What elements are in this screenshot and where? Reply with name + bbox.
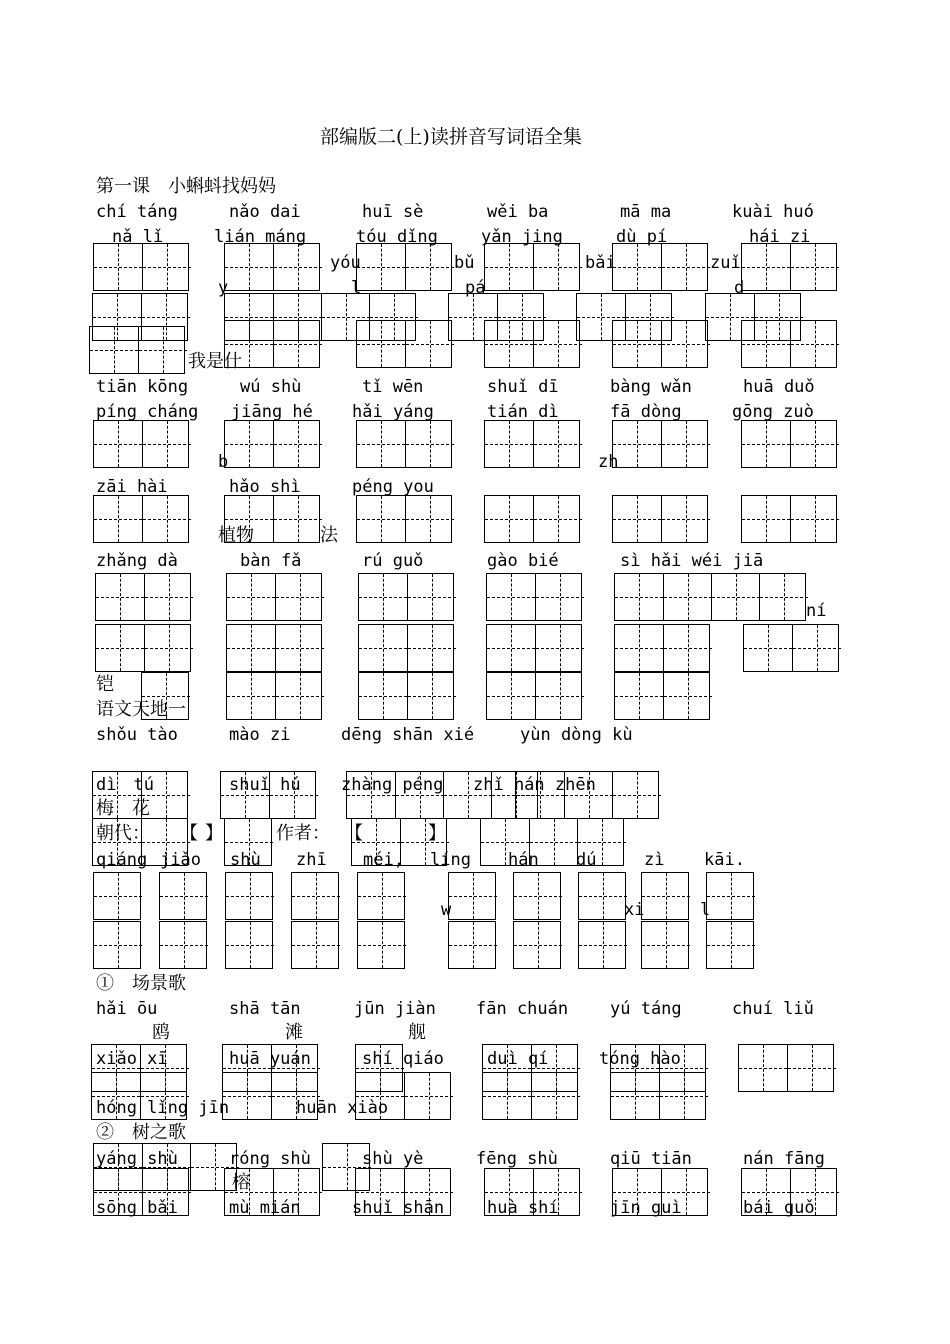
grid-cell [663, 673, 712, 719]
grid-cell [485, 496, 533, 542]
writing-grid [89, 326, 185, 374]
pinyin: hǎi ōu [96, 999, 158, 1019]
writing-grid [486, 624, 582, 672]
pinyin: péng you [352, 477, 434, 497]
pinyin-fragment: yóu [330, 253, 361, 273]
grid-cell [359, 574, 407, 620]
grid-cell [275, 673, 324, 719]
grid-cell [759, 574, 808, 620]
writing-grid [741, 320, 837, 368]
grid-cell [94, 873, 142, 919]
pinyin: fā dòng [610, 402, 682, 422]
writing-grid [741, 420, 837, 468]
pinyin: shí qiáo [362, 1049, 444, 1069]
hanzi: 滩 [285, 1022, 303, 1043]
pinyin: wěi ba [487, 202, 549, 222]
pinyin: hǎi yáng [352, 402, 434, 422]
grid-cell [790, 244, 839, 290]
pinyin: shuǐ dī [487, 377, 559, 397]
pinyin: yùn dòng kù [520, 725, 633, 745]
pinyin: shù yè [362, 1149, 424, 1169]
grid-cell [273, 421, 322, 467]
grid-cell [142, 244, 191, 290]
grid-cell [405, 321, 454, 367]
grid-cell [273, 321, 322, 367]
pinyin: mā ma [620, 202, 672, 222]
writing-grid [484, 243, 580, 291]
grid-cell [223, 1073, 271, 1119]
writing-grid [226, 624, 322, 672]
grid-cell [485, 421, 533, 467]
grid-cell [661, 421, 710, 467]
pinyin: mào zi [229, 725, 291, 745]
pinyin: bàn fǎ [240, 551, 302, 571]
grid-cell [711, 574, 760, 620]
pinyin: yǎn jing [481, 227, 563, 247]
writing-grid [612, 243, 708, 291]
pinyin: tiān kōng [96, 377, 189, 397]
writing-grid [225, 921, 273, 969]
writing-grid [641, 872, 689, 920]
grid-cell [96, 574, 144, 620]
grid-cell [94, 922, 142, 968]
pinyin: huā duǒ [743, 377, 815, 397]
grid-cell [142, 421, 191, 467]
grid-cell [613, 496, 661, 542]
pinyin: huà shí [487, 1198, 559, 1218]
writing-grid [484, 420, 580, 468]
grid-cell [292, 922, 340, 968]
bracket: 【 [180, 823, 198, 844]
grid-cell [407, 625, 456, 671]
pinyin: chí táng [96, 202, 178, 222]
grid-cell [707, 873, 755, 919]
writing-grid [484, 320, 580, 368]
pinyin: zhǐ nán zhēn [473, 775, 596, 795]
grid-cell [613, 421, 661, 467]
writing-grid [358, 573, 454, 621]
lesson-heading: 语文天地一 [96, 699, 186, 720]
grid-cell [226, 873, 274, 919]
grid-cell [358, 922, 406, 968]
writing-grid [486, 573, 582, 621]
writing-grid [448, 921, 496, 969]
grid-cell [90, 327, 138, 373]
grid-cell [227, 673, 275, 719]
writing-grid [612, 420, 708, 468]
pinyin: bái guǒ [743, 1198, 815, 1218]
pinyin-fragment: l [700, 900, 711, 920]
pinyin: jiǎo [160, 850, 201, 870]
writing-grid [641, 921, 689, 969]
grid-cell [642, 873, 690, 919]
pinyin: huān xiào [296, 1098, 389, 1118]
grid-cell [742, 421, 790, 467]
pinyin: méi, [363, 850, 404, 870]
pinyin: mù mián [229, 1198, 301, 1218]
writing-grid [738, 1044, 834, 1092]
pinyin: xiǎo xī [96, 1049, 168, 1069]
grid-cell [160, 922, 208, 968]
pinyin: kāi. [704, 850, 745, 870]
grid-cell [275, 625, 324, 671]
writing-grid [578, 872, 626, 920]
grid-cell [407, 574, 456, 620]
grid-cell [485, 244, 533, 290]
pinyin: shù [230, 850, 261, 870]
grid-cell [138, 327, 187, 373]
pinyin: hóng lǐng jīn [96, 1098, 230, 1118]
grid-cell [533, 496, 582, 542]
pinyin-fragment: y [218, 278, 229, 298]
writing-grid [291, 872, 339, 920]
grid-cell [407, 673, 456, 719]
writing-grid [357, 921, 405, 969]
grid-cell [514, 922, 562, 968]
writing-grid [357, 872, 405, 920]
bracket: 】 [205, 823, 223, 844]
grid-cell [357, 496, 405, 542]
grid-cell [739, 1045, 787, 1091]
grid-cell [96, 625, 144, 671]
pinyin-fragment: l [351, 278, 362, 298]
grid-cell [613, 321, 661, 367]
grid-cell [659, 1073, 708, 1119]
grid-cell [707, 922, 755, 968]
grid-cell [535, 673, 584, 719]
writing-grid [358, 624, 454, 672]
writing-grid [486, 672, 582, 720]
pinyin: nǎ lǐ [112, 227, 164, 247]
pinyin: lián máng [214, 227, 307, 247]
grid-cell [273, 496, 322, 542]
grid-cell [579, 922, 627, 968]
pinyin: zhǎng dà [96, 551, 178, 571]
grid-cell [487, 673, 535, 719]
pinyin: tǐ wēn [362, 377, 424, 397]
pinyin-fragment: zh [598, 452, 619, 472]
pinyin: nán fāng [743, 1149, 825, 1169]
pinyin: jūn jiàn [354, 999, 436, 1019]
pinyin-fragment: bǔ [454, 253, 475, 273]
grid-cell [227, 574, 275, 620]
pinyin: nǎo dai [229, 202, 301, 222]
grid-cell [357, 421, 405, 467]
grid-cell [612, 772, 661, 818]
grid-cell [642, 922, 690, 968]
grid-cell [160, 873, 208, 919]
writing-grid [224, 420, 320, 468]
writing-grid [159, 921, 207, 969]
pinyin: gōng zuò [732, 402, 814, 422]
grid-cell [226, 922, 274, 968]
pinyin: jīn guì [610, 1198, 682, 1218]
grid-cell [535, 574, 584, 620]
pinyin: tián dì [487, 402, 559, 422]
writing-grid [614, 573, 806, 621]
pinyin: líng [430, 850, 471, 870]
grid-cell [357, 321, 405, 367]
grid-cell [663, 625, 712, 671]
grid-cell [483, 1073, 531, 1119]
writing-grid [291, 921, 339, 969]
pinyin: shā tān [229, 999, 301, 1019]
pinyin: róng shù [229, 1149, 311, 1169]
grid-cell [449, 873, 497, 919]
writing-grid [224, 243, 320, 291]
writing-grid [93, 420, 189, 468]
pinyin: chuí liǔ [732, 999, 814, 1019]
page-title: 部编版二(上)读拼音写词语全集 [320, 126, 582, 148]
writing-grid [513, 872, 561, 920]
writing-grid [612, 320, 708, 368]
grid-cell [485, 321, 533, 367]
writing-grid [226, 672, 322, 720]
grid-cell [533, 244, 582, 290]
grid-cell [790, 321, 839, 367]
pinyin-fragment: bǎi [585, 253, 616, 273]
writing-grid [448, 872, 496, 920]
bracket: 】 [428, 823, 446, 844]
pinyin: tóu dǐng [356, 227, 438, 247]
grid-cell [661, 321, 710, 367]
pinyin-fragment: pá [465, 278, 486, 298]
pinyin: duì qí [487, 1049, 549, 1069]
grid-cell [742, 244, 790, 290]
writing-grid [614, 624, 710, 672]
grid-cell [792, 625, 841, 671]
pinyin: bàng wǎn [610, 377, 692, 397]
grid-cell [404, 1073, 453, 1119]
grid-cell [359, 625, 407, 671]
grid-cell [615, 625, 663, 671]
grid-cell [94, 244, 142, 290]
writing-grid [358, 672, 454, 720]
writing-grid [225, 872, 273, 920]
grid-cell [533, 321, 582, 367]
grid-cell [144, 625, 193, 671]
writing-grid [356, 243, 452, 291]
pinyin-fragment: xi [624, 900, 645, 920]
pinyin: hǎo shì [229, 477, 301, 497]
pinyin: yú táng [610, 999, 682, 1019]
author-label: 作者： [276, 823, 330, 844]
pinyin: qiáng [96, 850, 148, 870]
pinyin: dú [576, 850, 597, 870]
grid-cell [405, 244, 454, 290]
pinyin: wú shù [240, 377, 302, 397]
grid-cell [613, 244, 661, 290]
pinyin: zhī [296, 850, 327, 870]
writing-grid [743, 624, 839, 672]
pinyin: zhàng péng [341, 775, 444, 795]
grid-cell [661, 244, 710, 290]
writing-grid [93, 872, 141, 920]
lesson-heading: 第一课 小蝌蚪找妈妈 [96, 176, 276, 197]
grid-cell [142, 496, 191, 542]
hanzi: 鸥 [152, 1022, 170, 1043]
writing-grid [480, 818, 624, 866]
writing-grid [706, 921, 754, 969]
pinyin: hán [508, 850, 539, 870]
pinyin: shǒu tào [96, 725, 178, 745]
pinyin-fragment: d [734, 278, 745, 298]
writing-grid [226, 573, 322, 621]
writing-grid [513, 921, 561, 969]
grid-cell [742, 496, 790, 542]
pinyin: shuǐ shān [352, 1198, 445, 1218]
pinyin: qiū tiān [610, 1149, 692, 1169]
pinyin-fragment: ní [806, 601, 827, 621]
grid-cell [449, 922, 497, 968]
pinyin: kuài huó [732, 202, 814, 222]
pinyin: dù pí [616, 227, 668, 247]
pinyin: huī sè [362, 202, 424, 222]
pinyin: hái zi [749, 227, 811, 247]
writing-grid [741, 243, 837, 291]
pinyin: sì hǎi wéi jiā [620, 551, 764, 571]
grid-cell [787, 1045, 836, 1091]
grid-cell [359, 673, 407, 719]
grid-cell [790, 496, 839, 542]
grid-cell [790, 421, 839, 467]
writing-grid [95, 624, 191, 672]
writing-grid [159, 872, 207, 920]
pinyin: fēng shù [476, 1149, 558, 1169]
writing-grid [356, 495, 452, 543]
writing-grid [93, 921, 141, 969]
grid-cell [615, 574, 663, 620]
grid-cell [533, 421, 582, 467]
pinyin-fragment: zuǐ [710, 253, 741, 273]
pinyin: huā yuán [229, 1049, 311, 1069]
pinyin: gào bié [487, 551, 559, 571]
pinyin: dēng shān xié [341, 725, 475, 745]
pinyin: rú guǒ [362, 551, 424, 571]
pinyin-fragment: w [441, 900, 452, 920]
hanzi-fragment: 铠 [96, 674, 114, 695]
writing-grid [610, 1072, 706, 1120]
lesson-heading-fragment: 植物 [218, 525, 254, 546]
grid-cell [358, 873, 406, 919]
grid-cell [225, 244, 273, 290]
grid-cell [225, 421, 273, 467]
writing-grid [578, 921, 626, 969]
pinyin: dì tú [96, 775, 154, 795]
hanzi: 舰 [408, 1022, 426, 1043]
grid-cell [611, 1073, 659, 1119]
dynasty-label: 朝代： [96, 823, 150, 844]
pinyin: fān chuán [476, 999, 569, 1019]
poem-title: 梅 花 [96, 798, 150, 819]
lesson-heading: ① 场景歌 [96, 973, 186, 994]
writing-grid [741, 495, 837, 543]
grid-cell [487, 625, 535, 671]
writing-grid [612, 495, 708, 543]
grid-cell [405, 496, 454, 542]
grid-cell [94, 496, 142, 542]
writing-grid [706, 872, 754, 920]
grid-cell [405, 421, 454, 467]
grid-cell [357, 244, 405, 290]
hanzi: 榕 [232, 1172, 250, 1193]
grid-cell [487, 574, 535, 620]
pinyin: zāi hài [96, 477, 168, 497]
lesson-heading-fragment: 我是什 [188, 351, 242, 372]
pinyin: zì [644, 850, 665, 870]
bracket: 【 [345, 823, 363, 844]
grid-cell [579, 873, 627, 919]
writing-grid [614, 672, 710, 720]
grid-cell [742, 321, 790, 367]
lesson-heading-fragment: 法 [320, 525, 338, 546]
pinyin: yáng shù [96, 1149, 178, 1169]
grid-cell [663, 574, 712, 620]
pinyin: shuǐ hú [229, 775, 301, 795]
writing-grid [95, 573, 191, 621]
grid-cell [514, 873, 562, 919]
grid-cell [531, 1073, 580, 1119]
writing-grid [356, 420, 452, 468]
pinyin: jiāng hé [231, 402, 313, 422]
grid-cell [94, 421, 142, 467]
grid-cell [275, 574, 324, 620]
writing-grid [482, 1072, 578, 1120]
pinyin: sōng bǎi [96, 1198, 178, 1218]
writing-grid [93, 495, 189, 543]
grid-cell [273, 244, 322, 290]
grid-cell [535, 625, 584, 671]
pinyin: tóng hào [599, 1049, 681, 1069]
grid-cell [144, 574, 193, 620]
grid-cell [744, 625, 792, 671]
grid-cell [292, 873, 340, 919]
writing-grid [93, 243, 189, 291]
grid-cell [661, 496, 710, 542]
writing-grid [484, 495, 580, 543]
grid-cell [227, 625, 275, 671]
pinyin: píng cháng [96, 402, 199, 422]
lesson-heading: ② 树之歌 [96, 1122, 186, 1143]
grid-cell [615, 673, 663, 719]
writing-grid [356, 320, 452, 368]
pinyin-fragment: b [218, 452, 229, 472]
